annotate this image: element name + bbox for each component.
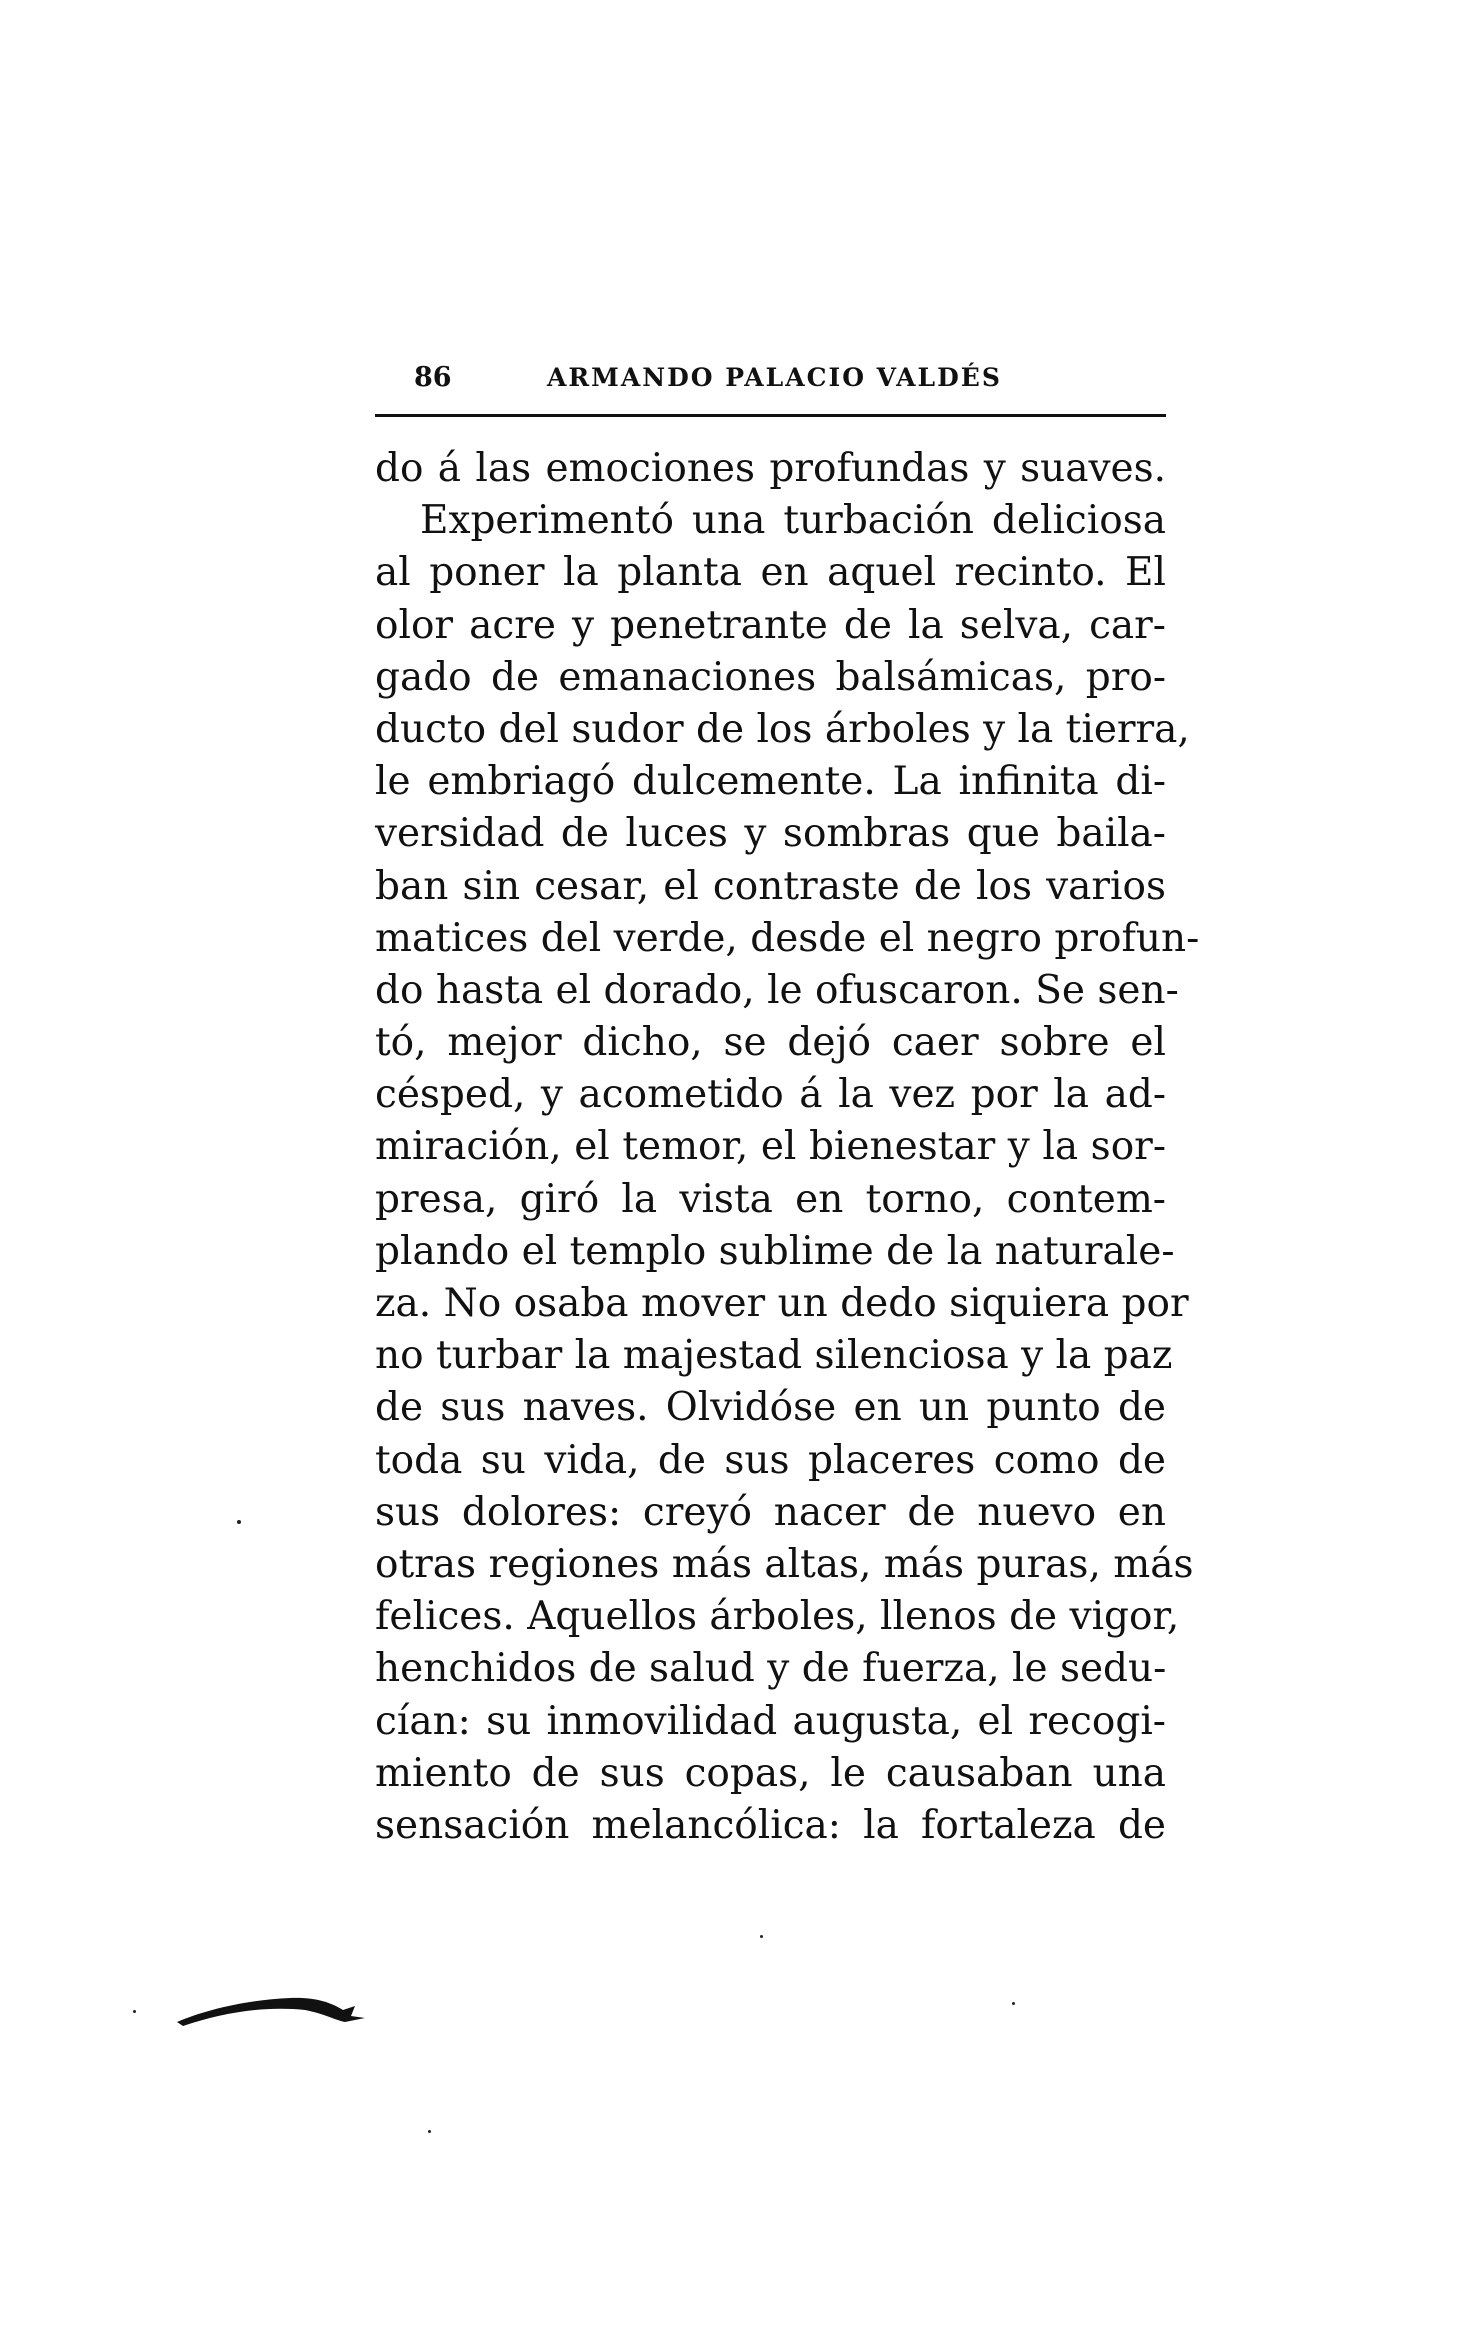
page-number: 86 <box>414 362 452 393</box>
text-line: césped, y acometido á la vez por la ad- <box>375 1072 1166 1118</box>
scan-speck <box>1012 2002 1015 2005</box>
text-line: toda su vida, de sus placeres como de <box>375 1437 1166 1483</box>
text-line: ducto del sudor de los árboles y la tierra, <box>375 706 1190 752</box>
text-line: Experimentó una turbación deliciosa <box>420 498 1166 544</box>
text-line: olor acre y penetrante de la selva, car- <box>375 602 1166 648</box>
text-line: otras regiones más altas, más puras, más <box>375 1541 1194 1587</box>
text-line: do á las emociones profundas y suaves. <box>375 446 1166 491</box>
text-line: felices. Aquellos árboles, llenos de vigor, <box>375 1594 1180 1640</box>
text-line: do hasta el dorado, le ofuscaron. Se sen- <box>375 967 1179 1013</box>
text-line: de sus naves. Olvidóse en un punto de <box>375 1385 1166 1431</box>
text-line: sensación melancólica: la fortaleza de <box>375 1802 1166 1848</box>
running-head <box>372 358 1166 398</box>
text-line: le embriagó dulcemente. La infinita di- <box>375 759 1166 805</box>
body-text <box>375 443 1200 1852</box>
scan-speck <box>133 2010 136 2013</box>
text-line: matices del verde, desde el negro profun- <box>375 915 1200 961</box>
text-line: sus dolores: creyó nacer de nuevo en <box>375 1489 1166 1535</box>
text-line: cían: su inmovilidad augusta, el recogi- <box>375 1698 1166 1744</box>
text-line: presa, giró la vista en torno, contem- <box>375 1176 1166 1222</box>
text-line: za. No osaba mover un dedo siquiera por <box>375 1281 1189 1326</box>
scan-speck <box>760 1935 763 1938</box>
running-title: ARMANDO PALACIO VALDÉS <box>547 363 1002 392</box>
text-line: plando el templo sublime de la naturale- <box>375 1228 1175 1274</box>
scan-speck <box>237 1520 241 1524</box>
text-line: versidad de luces y sombras que baila- <box>375 811 1166 857</box>
text-line: miración, el temor, el bienestar y la sor- <box>375 1124 1166 1170</box>
text-line: no turbar la majestad silenciosa y la paz <box>375 1333 1173 1379</box>
text-line: henchidos de salud y de fuerza, le sedu- <box>375 1646 1167 1692</box>
text-line: tó, mejor dicho, se dejó caer sobre el <box>375 1020 1166 1066</box>
header-rule <box>375 414 1166 417</box>
ink-blot <box>165 1980 375 2030</box>
text-line: gado de emanaciones balsámicas, pro- <box>375 654 1166 700</box>
scan-speck <box>428 2130 431 2133</box>
text-line: ban sin cesar, el contraste de los varios <box>375 863 1166 909</box>
text-line: miento de sus copas, le causaban una <box>375 1750 1166 1796</box>
text-line: al poner la planta en aquel recinto. El <box>375 550 1166 596</box>
